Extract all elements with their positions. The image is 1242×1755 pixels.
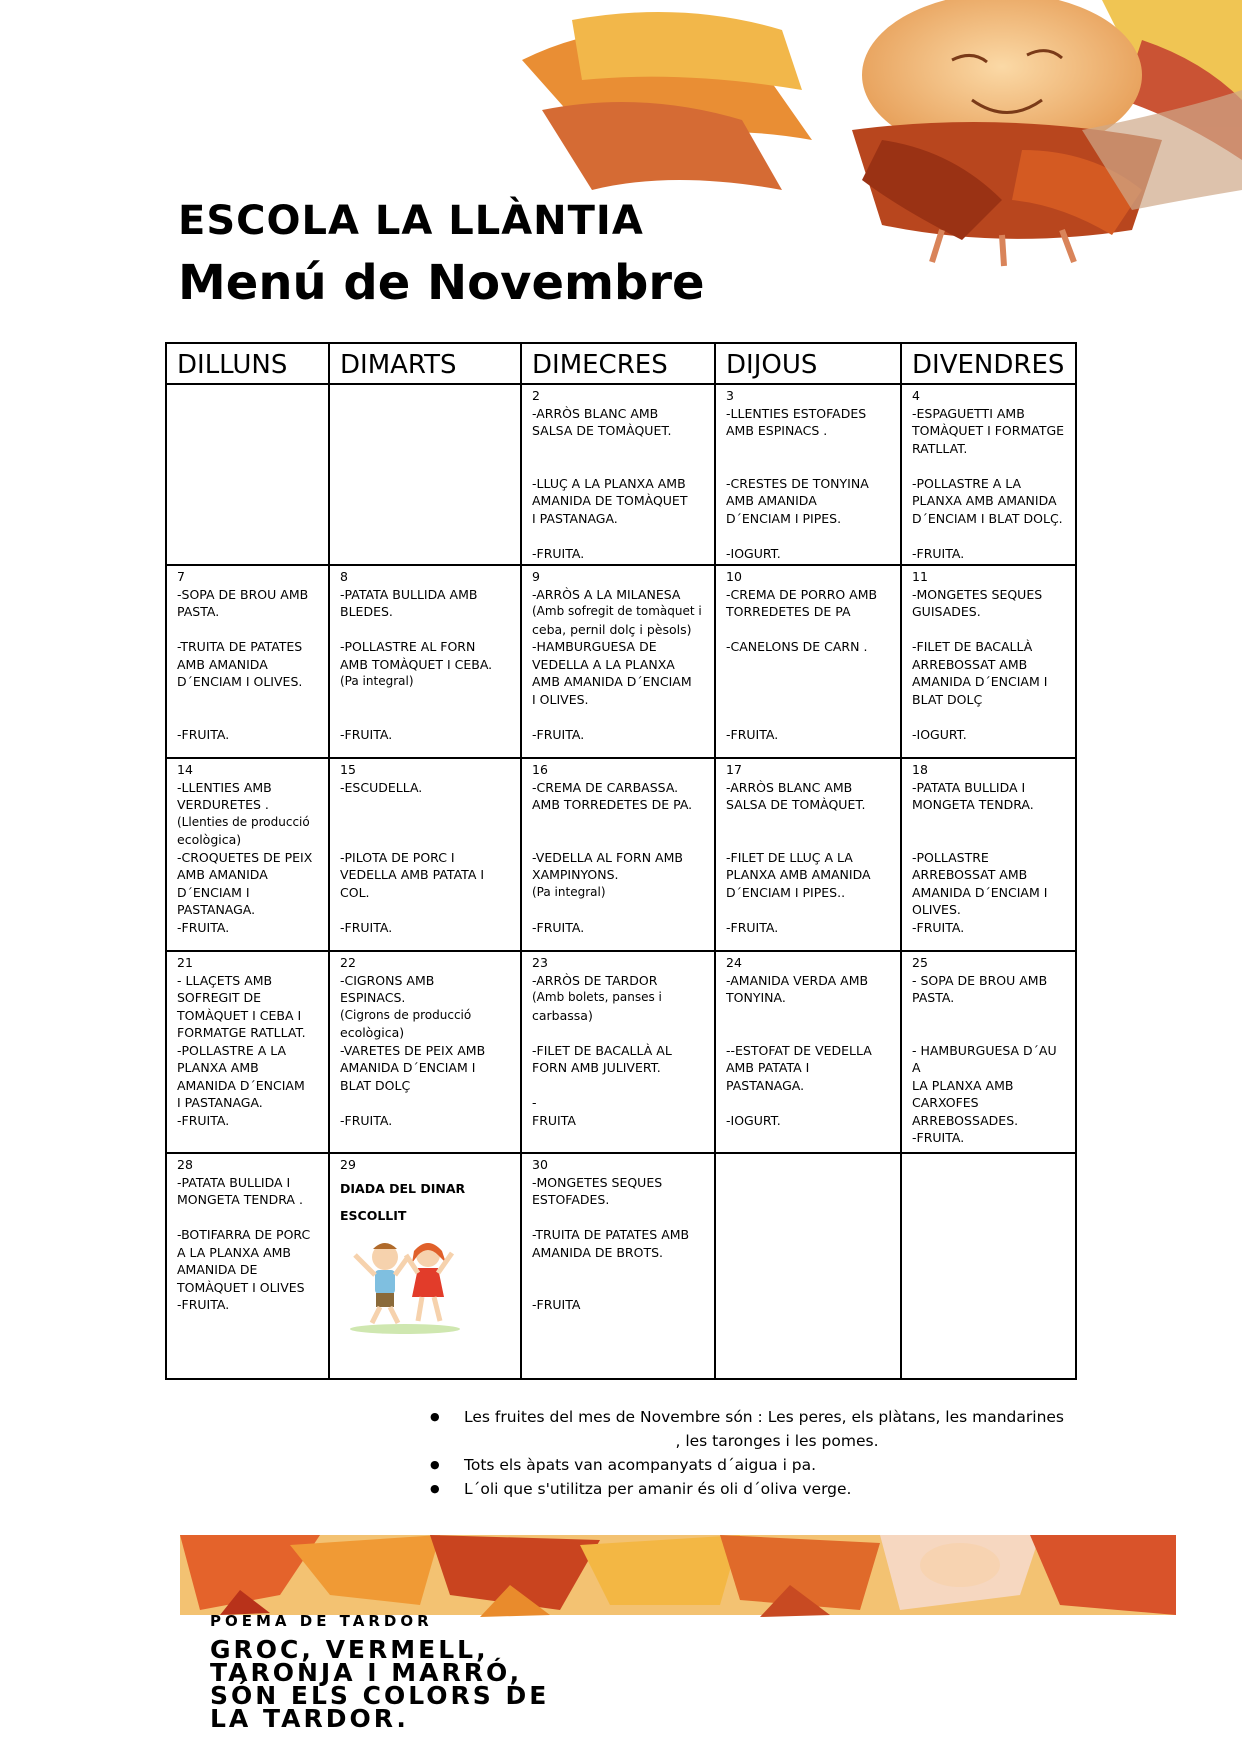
menu-line	[726, 814, 890, 832]
menu-line	[912, 708, 1065, 726]
menu-line: -PATATA BULLIDA AMB	[340, 586, 478, 602]
special-event-label: DIADA DEL DINAR	[340, 1180, 466, 1196]
autumn-poem	[210, 1612, 910, 1733]
note-text: Tots els àpats van acompanyats d´aigua i pa.	[464, 1456, 817, 1474]
menu-line: -CIGRONS AMB	[340, 972, 435, 988]
menu-line: -FRUITA.	[177, 1297, 230, 1312]
weekday-header: DILLUNS	[166, 343, 329, 384]
menu-line	[912, 1007, 1065, 1025]
day-number: 2	[532, 388, 540, 403]
day-cell	[521, 1153, 715, 1379]
menu-line: PLANXA AMB	[177, 1060, 259, 1075]
menu-line: PLANXA AMB AMANIDA	[912, 493, 1057, 508]
menu-line: TORREDETES DE PA	[726, 604, 851, 619]
menu-line	[912, 1024, 1065, 1042]
menu-line: -IOGURT.	[726, 545, 781, 561]
menu-line: ecològica)	[177, 832, 242, 847]
day-cell	[329, 565, 521, 758]
menu-line	[912, 831, 1065, 849]
menu-line	[726, 440, 890, 458]
menu-line: PASTANAGA.	[726, 1077, 805, 1093]
menu-line: SALSA DE TOMÀQUET.	[726, 797, 866, 812]
menu-line: ESTOFADES.	[532, 1192, 610, 1207]
day-cell	[329, 951, 521, 1153]
menu-line: AMB AMANIDA	[726, 493, 817, 508]
day-cell	[329, 1153, 521, 1379]
menu-line: (Amb bolets, panses i	[532, 990, 662, 1004]
menu-line	[726, 457, 890, 475]
menu-line: SOFREGIT DE	[177, 990, 262, 1005]
menu-line: PASTANAGA.	[177, 902, 256, 917]
menu-line: -MONGETES SEQUES	[532, 1174, 663, 1190]
menu-line	[726, 673, 890, 691]
menu-line: AMANIDA DE	[177, 1262, 258, 1277]
poem-line: LA TARDOR.	[210, 1704, 409, 1733]
menu-line: ecològica)	[340, 1025, 405, 1040]
day-cell	[329, 758, 521, 951]
day-number: 18	[912, 762, 928, 777]
day-number: 15	[340, 762, 356, 777]
day-cell	[901, 951, 1076, 1153]
menu-line: -LLENTIES AMB	[177, 779, 272, 795]
menu-line	[532, 1209, 704, 1227]
poem-title: POEMA DE TARDOR	[210, 1612, 433, 1630]
menu-line: FORN AMB JULIVERT.	[532, 1060, 661, 1075]
day-cell	[901, 1153, 1076, 1379]
menu-line: -FRUITA.	[340, 1112, 393, 1128]
menu-line: AMANIDA DE BROTS.	[532, 1244, 663, 1260]
week-row	[166, 951, 1076, 1153]
menu-line	[532, 1077, 704, 1095]
menu-line: - SOPA DE BROU AMB	[912, 972, 1048, 988]
day-number: 10	[726, 569, 742, 584]
menu-line: GUISADES.	[912, 604, 981, 619]
menu-line	[340, 1094, 510, 1112]
menu-line	[726, 621, 890, 639]
menu-line	[726, 708, 890, 726]
day-number: 30	[532, 1157, 548, 1172]
menu-line: I OLIVES.	[532, 691, 589, 707]
menu-line	[340, 831, 510, 849]
menu-line	[726, 691, 890, 709]
menu-line: -ARRÒS A LA MILANESA	[532, 586, 681, 602]
menu-line: AMB PATATA I	[726, 1060, 810, 1075]
menu-line	[532, 814, 704, 832]
menu-line: (Amb sofregit de tomàquet i	[532, 604, 702, 618]
menu-line: -PATATA BULLIDA I	[912, 779, 1026, 795]
school-title: ESCOLA LA LLÀNTIA	[178, 198, 644, 244]
poem-line: GROC, VERMELL,	[210, 1635, 489, 1664]
weekday-header: DIJOUS	[715, 343, 901, 384]
menu-line	[340, 621, 510, 639]
day-number: 11	[912, 569, 928, 584]
day-number: 22	[340, 955, 356, 970]
menu-line: D´ENCIAM I OLIVES.	[177, 674, 303, 689]
menu-line	[912, 814, 1065, 832]
menu-line: carbassa)	[532, 1007, 593, 1023]
menu-line: -TRUITA DE PATATES AMB	[532, 1227, 690, 1242]
menu-weeks	[166, 384, 1076, 1379]
day-cell	[521, 951, 715, 1153]
menu-line: RATLLAT.	[912, 440, 968, 456]
day-cell	[901, 758, 1076, 951]
menu-line: -FRUITA.	[726, 919, 779, 935]
menu-line: (Pa integral)	[340, 674, 414, 688]
day-number: 29	[340, 1157, 356, 1172]
weekday-header: DIMECRES	[521, 343, 715, 384]
menu-line: XAMPINYONS.	[532, 867, 619, 882]
day-cell	[521, 384, 715, 565]
menu-line	[726, 1024, 890, 1042]
menu-line: -ARRÒS BLANC AMB	[726, 779, 853, 795]
menu-line	[340, 796, 510, 814]
menu-line	[177, 708, 318, 726]
menu-line: TOMÀQUET I CEBA I	[177, 1007, 302, 1023]
menu-line	[532, 1024, 704, 1042]
menu-line: AMB AMANIDA	[177, 656, 268, 672]
weekday-header-row	[166, 343, 1076, 384]
menu-line: ARREBOSSADES.	[912, 1112, 1019, 1128]
poem-line: TARONJA I MARRÓ,	[210, 1658, 523, 1687]
day-number: 14	[177, 762, 193, 777]
day-number: 7	[177, 569, 185, 584]
menu-line: I PASTANAGA.	[177, 1095, 263, 1110]
menu-line: D´ENCIAM I BLAT DOLÇ.	[912, 510, 1063, 526]
menu-line	[532, 1279, 704, 1297]
menu-line: D´ENCIAM I	[177, 884, 250, 900]
menu-line: ceba, pernil dolç i pèsols)	[532, 621, 692, 637]
menu-line: COL.	[340, 884, 370, 900]
menu-line	[912, 457, 1065, 475]
menu-line: ARREBOSSAT AMB	[912, 867, 1028, 882]
poem-line: SÓN ELS COLORS DE	[210, 1681, 550, 1710]
menu-line: -POLLASTRE AL FORN	[340, 639, 476, 654]
menu-line: -FILET DE BACALLÀ AL	[532, 1042, 672, 1058]
week-row	[166, 758, 1076, 951]
menu-line: AMB TOMÀQUET I CEBA.	[340, 656, 493, 672]
menu-line: TOMÀQUET I OLIVES	[177, 1279, 305, 1295]
menu-line: -VEDELLA AL FORN AMB	[532, 849, 683, 865]
menu-line: -MONGETES SEQUES	[912, 586, 1043, 602]
menu-line: VEDELLA A LA PLANXA	[532, 656, 675, 672]
special-event-label: ESCOLLIT	[340, 1208, 407, 1223]
menu-line: MONGETA TENDRA.	[912, 797, 1034, 812]
day-cell	[521, 565, 715, 758]
menu-line: TOMÀQUET I FORMATGE	[912, 423, 1065, 438]
menu-line: -CANELONS DE CARN .	[726, 639, 868, 654]
day-cell	[715, 1153, 901, 1379]
menu-line	[726, 901, 890, 919]
menu-line: -SOPA DE BROU AMB	[177, 586, 309, 602]
menu-line: -CRESTES DE TONYINA	[726, 475, 869, 491]
menu-line: -LLUÇ A LA PLANXA AMB	[532, 475, 686, 491]
day-number: 8	[340, 569, 348, 584]
day-cell	[715, 951, 901, 1153]
menu-line: FORMATGE RATLLAT.	[177, 1025, 306, 1040]
day-cell	[329, 384, 521, 565]
menu-line	[726, 527, 890, 545]
menu-line: -FRUITA.	[912, 919, 965, 935]
menu-line: -FRUITA.	[340, 726, 393, 742]
menu-line: FRUITA	[532, 1112, 576, 1128]
day-number: 28	[177, 1157, 193, 1172]
menu-line: -FRUITA.	[532, 545, 585, 561]
day-number: 4	[912, 388, 920, 403]
menu-line: -CREMA DE CARBASSA.	[532, 779, 679, 795]
menu-line: -FILET DE LLUÇ A LA	[726, 849, 853, 865]
menu-line: BLAT DOLÇ	[340, 1077, 411, 1093]
day-number: 17	[726, 762, 742, 777]
menu-line	[532, 708, 704, 726]
menu-line: -ESCUDELLA.	[340, 779, 423, 795]
day-cell	[166, 951, 329, 1153]
note-continuation: , les taronges i les pomes.	[675, 1432, 879, 1450]
menu-line: -POLLASTRE A LA	[912, 475, 1022, 491]
menu-line	[532, 831, 704, 849]
menu-line	[340, 814, 510, 832]
menu-line: (Pa integral)	[532, 884, 606, 899]
day-number: 16	[532, 762, 548, 777]
menu-line: -PILOTA DE PORC I	[340, 849, 455, 865]
menu-line	[726, 831, 890, 849]
menu-line: -LLENTIES ESTOFADES	[726, 405, 867, 421]
menu-line: -ESPAGUETTI AMB	[912, 405, 1025, 421]
menu-line: -FRUITA.	[177, 919, 230, 935]
menu-line	[340, 708, 510, 726]
menu-line	[726, 1007, 890, 1025]
day-cell	[901, 384, 1076, 565]
menu-title: Menú de Novembre	[178, 255, 705, 311]
menu-line: D´ENCIAM I PIPES.	[726, 510, 842, 526]
day-cell	[166, 384, 329, 565]
menu-line: -FRUITA.	[177, 1112, 230, 1128]
menu-line: -AMANIDA VERDA AMB	[726, 972, 869, 988]
menu-line: MONGETA TENDRA .	[177, 1192, 303, 1207]
menu-line: -ARRÒS BLANC AMB	[532, 405, 659, 421]
menu-line: ESPINACS.	[340, 990, 406, 1005]
menu-line: -IOGURT.	[912, 726, 967, 742]
menu-line: -VARETES DE PEIX AMB	[340, 1042, 486, 1058]
menu-line: AMANIDA DE TOMÀQUET	[532, 493, 688, 508]
menu-line: -HAMBURGUESA DE	[532, 639, 657, 654]
menu-line: - LLAÇETS AMB	[177, 972, 273, 988]
menu-line: LA PLANXA AMB	[912, 1077, 1014, 1093]
menu-line: -IOGURT.	[726, 1112, 781, 1128]
note-item	[430, 1453, 1090, 1477]
menu-line: -FRUITA.	[912, 545, 965, 561]
menu-line: SALSA DE TOMÀQUET.	[532, 423, 672, 438]
weekday-header: DIMARTS	[329, 343, 521, 384]
day-number: 9	[532, 569, 540, 584]
day-cell	[166, 565, 329, 758]
menu-line: -FRUITA.	[340, 919, 393, 935]
menu-line: ARREBOSSAT AMB	[912, 656, 1028, 672]
menu-line	[726, 656, 890, 674]
menu-line: (Llenties de producció	[177, 814, 310, 829]
note-item	[430, 1405, 1090, 1453]
menu-line: -POLLASTRE A LA	[177, 1042, 287, 1058]
day-cell	[715, 565, 901, 758]
menu-line: -FRUITA	[532, 1297, 581, 1312]
menu-line	[532, 901, 704, 919]
menu-line: I PASTANAGA.	[532, 510, 618, 526]
menu-line: -BOTIFARRA DE PORC	[177, 1227, 311, 1242]
week-row	[166, 565, 1076, 758]
menu-line: PASTA.	[177, 604, 220, 619]
menu-line: -FRUITA.	[177, 726, 230, 742]
day-cell	[521, 758, 715, 951]
week-row	[166, 1153, 1076, 1379]
menu-line	[177, 1209, 318, 1227]
menu-line: -POLLASTRE	[912, 849, 989, 865]
menu-line: TONYINA.	[726, 990, 786, 1005]
menu-line	[340, 691, 510, 709]
menu-line: AMB AMANIDA	[177, 867, 268, 882]
weekday-header: DIVENDRES	[901, 343, 1076, 384]
week-row	[166, 384, 1076, 565]
menu-line: - HAMBURGUESA D´AU A	[912, 1042, 1057, 1075]
menu-line: CARXOFES	[912, 1095, 979, 1110]
menu-line: AMANIDA D´ENCIAM	[177, 1077, 305, 1093]
menu-line: OLIVES.	[912, 902, 961, 917]
day-cell	[166, 758, 329, 951]
day-number: 23	[532, 955, 548, 970]
menu-line: -FRUITA.	[726, 726, 779, 742]
menu-line	[912, 621, 1065, 639]
menu-line: VERDURETES .	[177, 797, 269, 812]
menu-line: AMB TORREDETES DE PA.	[532, 797, 693, 812]
day-number: 25	[912, 955, 928, 970]
menu-line: -CROQUETES DE PEIX	[177, 849, 313, 865]
menu-line: BLAT DOLÇ	[912, 691, 983, 707]
menu-line	[177, 621, 318, 639]
day-cell	[715, 384, 901, 565]
menu-line	[340, 901, 510, 919]
menu-line: AMB ESPINACS .	[726, 423, 828, 438]
menu-line: PASTA.	[912, 990, 955, 1005]
note-item	[430, 1477, 1090, 1501]
menu-line: -	[532, 1095, 537, 1110]
menu-line	[532, 457, 704, 475]
menu-line: -PATATA BULLIDA I	[177, 1174, 291, 1190]
menu-line	[532, 440, 704, 458]
day-number: 24	[726, 955, 742, 970]
menu-line: -TRUITA DE PATATES	[177, 639, 303, 654]
menu-line: AMANIDA D´ENCIAM I	[340, 1060, 476, 1075]
menu-line: -FRUITA.	[532, 726, 585, 742]
kids-jumping-icon	[340, 1235, 470, 1335]
day-cell	[715, 758, 901, 951]
menu-line	[912, 527, 1065, 545]
menu-line: A LA PLANXA AMB	[177, 1244, 291, 1260]
menu-line: PLANXA AMB AMANIDA	[726, 867, 871, 882]
day-cell	[901, 565, 1076, 758]
menu-line: AMANIDA D´ENCIAM I	[912, 674, 1048, 689]
menu-line	[532, 1261, 704, 1279]
day-cell	[166, 1153, 329, 1379]
menu-line: -ARRÒS DE TARDOR	[532, 972, 658, 988]
day-number: 3	[726, 388, 734, 403]
notes-list	[430, 1405, 1090, 1501]
note-text: L´oli que s'utilitza per amanir és oli d´oliva verge.	[464, 1480, 852, 1498]
menu-line: VEDELLA AMB PATATA I	[340, 867, 485, 882]
menu-line: --ESTOFAT DE VEDELLA	[726, 1042, 872, 1058]
day-number: 21	[177, 955, 193, 970]
menu-line: AMANIDA D´ENCIAM I	[912, 884, 1048, 900]
menu-line	[177, 691, 318, 709]
menu-line: -FRUITA.	[912, 1130, 965, 1145]
note-text: Les fruites del mes de Novembre són : Les peres, els plàtans, les mandarines	[464, 1408, 1065, 1426]
menu-line: -FRUITA.	[532, 919, 585, 935]
menu-line: AMB AMANIDA D´ENCIAM	[532, 674, 692, 689]
menu-line: BLEDES.	[340, 604, 393, 619]
menu-line	[532, 527, 704, 545]
menu-line	[726, 1094, 890, 1112]
menu-line: D´ENCIAM I PIPES..	[726, 884, 846, 900]
menu-line: -FILET DE BACALLÀ	[912, 639, 1033, 654]
menu-line: -CREMA DE PORRO AMB	[726, 586, 878, 602]
menu-line: (Cigrons de producció	[340, 1007, 472, 1022]
menu-calendar-table	[165, 342, 1077, 1380]
